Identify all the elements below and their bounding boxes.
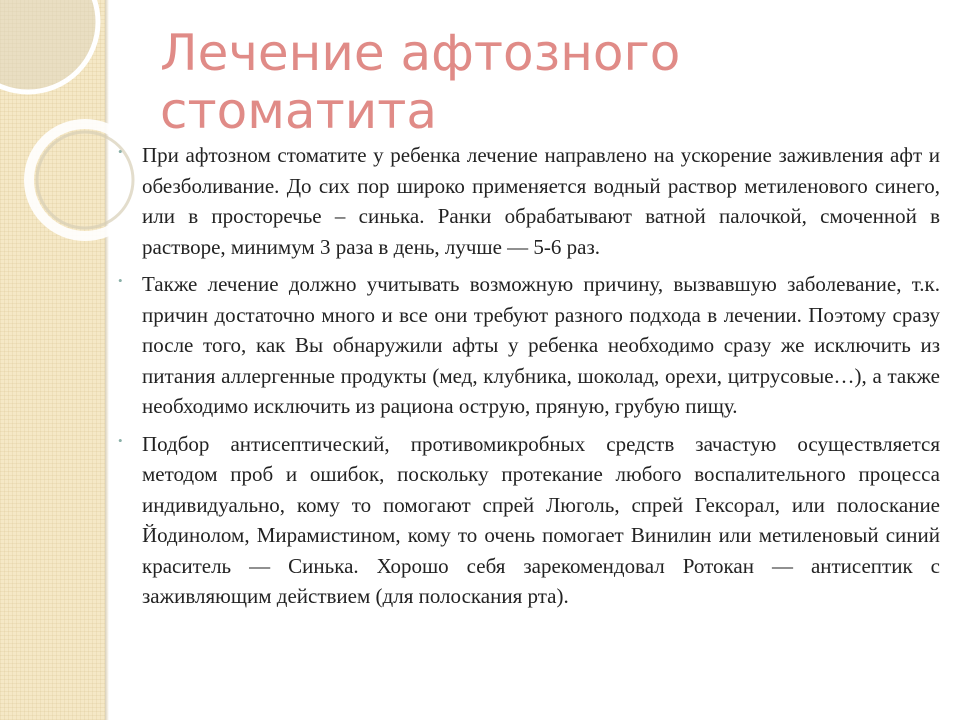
bullet-item-3 bbox=[118, 429, 940, 612]
bullet-icon: • bbox=[118, 432, 123, 448]
bullet-icon: • bbox=[118, 144, 123, 159]
bullet-text-2: Также лечение должно учитывать возможную причину, вызвавшую заболевание, т.к. причин достаточно много и все они требуют разного подхода в лечении. Поэтому сразу после того, как Вы обнаружили афты у ребенка необходимо сразу же исключить из питания аллергенные продукты (мед, клубника, шоколад, орехи, цитрусовые…), а также необходимо исключить из рациона острую, пряную, грубую пищу. bbox=[142, 272, 940, 418]
bullet-item-1 bbox=[118, 140, 940, 262]
bullet-item-2 bbox=[118, 269, 940, 422]
slide-title: Лечение афтозного стоматита bbox=[160, 24, 681, 140]
bullet-text-3: Подбор антисептический, противомикробных средств зачастую осуществляется методом проб и ошибок, поскольку протекание любого воспалительного процесса индивидуально, кому то помогают спрей Люголь, спрей Гексорал, или полоскание Йодинолом, Мирамистином, кому то очень помогает Винилин или метиленовый синий краситель — Синька. Хорошо себя зарекомендовал Ротокан — антисептик с заживляющим действием (для полоскания рта). bbox=[142, 431, 940, 608]
bullet-icon: • bbox=[118, 273, 123, 288]
bullet-list bbox=[118, 140, 940, 619]
decor-circle-top bbox=[0, 0, 98, 92]
bullet-text-1: При афтозном стоматите у ребенка лечение направлено на ускорение заживления афт и обезболивание. До сих пор широко применяется водный раствор метиленового синего, или в просторечье – синька. Ранки обрабатывают ватной палочкой, смоченной в растворе, минимум 3 раза в день, лучше — 5-6 раз. bbox=[142, 143, 940, 259]
